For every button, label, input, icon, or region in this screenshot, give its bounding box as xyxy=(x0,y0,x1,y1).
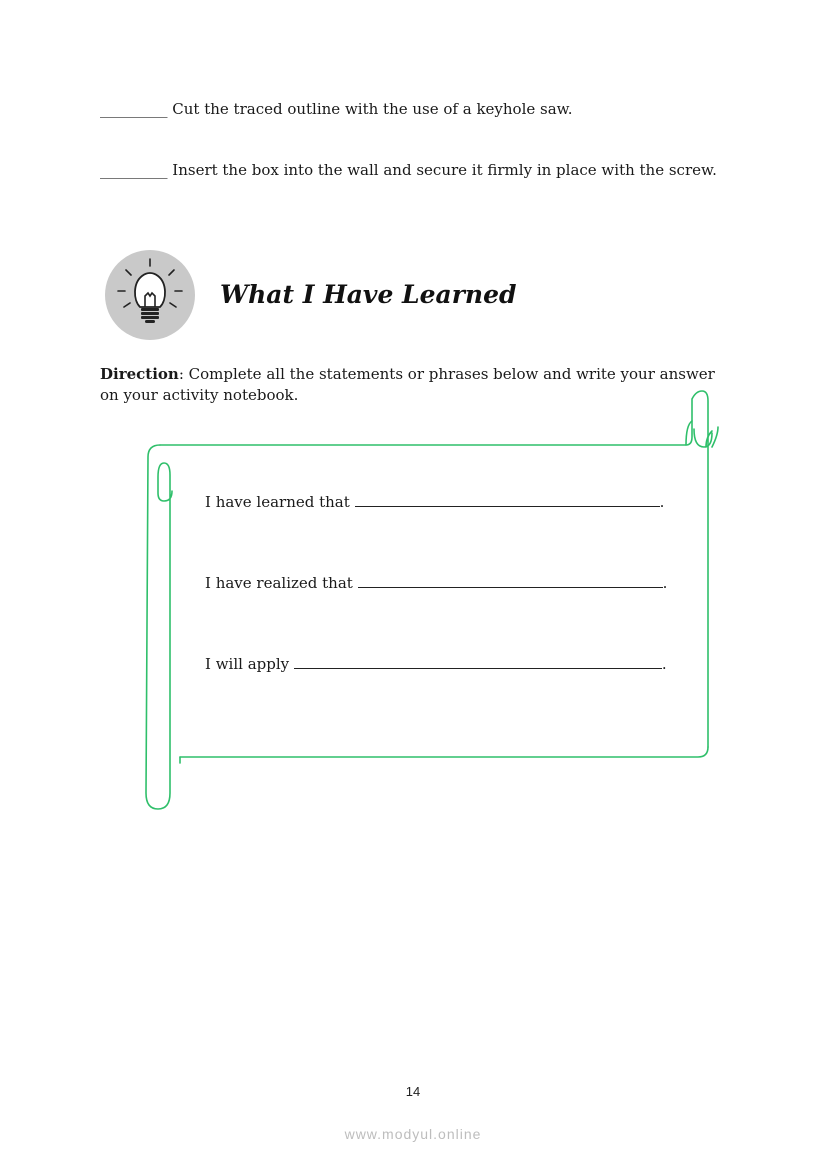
answer-blank[interactable] xyxy=(355,492,660,507)
answer-blank[interactable]: _________ xyxy=(100,100,168,118)
direction-body: : Complete all the statements or phrases below and write your answer on your activity notebook. xyxy=(100,365,715,404)
statement-prefix: I have learned that xyxy=(205,493,350,511)
statement-realized xyxy=(205,573,667,592)
statement-suffix: . xyxy=(661,655,667,673)
statement-learned xyxy=(205,492,664,511)
lightbulb-icon xyxy=(104,249,196,341)
answer-blank[interactable] xyxy=(294,654,662,669)
answer-blank[interactable] xyxy=(358,573,663,588)
statement-suffix: . xyxy=(659,493,665,511)
step-item xyxy=(100,100,573,118)
step-text: Cut the traced outline with the use of a keyhole saw. xyxy=(172,100,573,118)
section-title: What I Have Learned xyxy=(220,280,517,309)
statement-apply xyxy=(205,654,667,673)
watermark: www.modyul.online xyxy=(344,1126,482,1142)
step-item xyxy=(100,161,717,179)
scroll-frame xyxy=(138,385,726,817)
direction-label: Direction xyxy=(100,365,179,383)
page-number: 14 xyxy=(405,1084,421,1099)
answer-blank[interactable]: _________ xyxy=(100,161,168,179)
statement-prefix: I have realized that xyxy=(205,574,353,592)
statement-prefix: I will apply xyxy=(205,655,290,673)
step-text: Insert the box into the wall and secure it firmly in place with the screw. xyxy=(172,161,717,179)
statement-suffix: . xyxy=(662,574,668,592)
